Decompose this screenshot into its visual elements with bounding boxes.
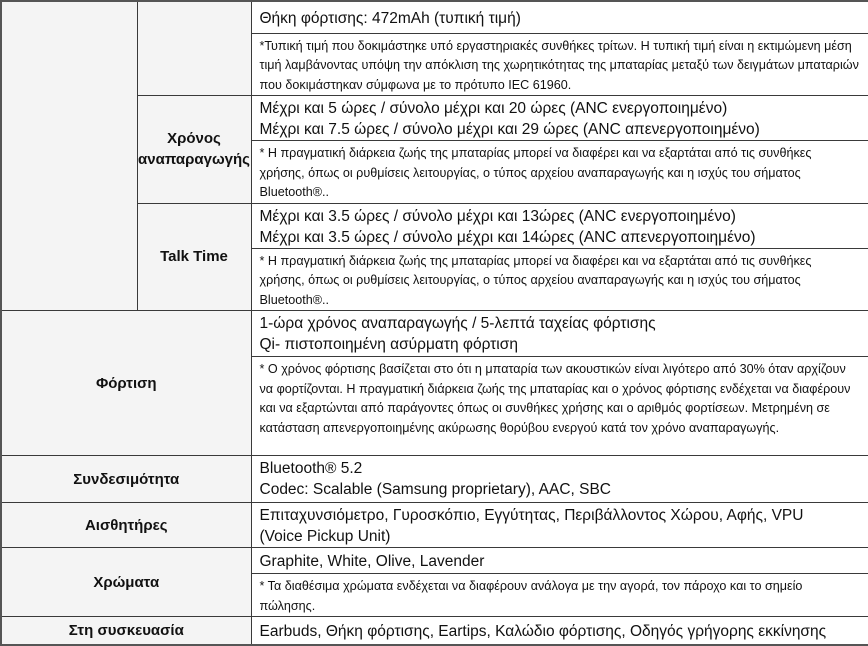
colors-label: Χρώματα bbox=[1, 548, 251, 617]
connectivity-values bbox=[251, 456, 868, 503]
talk-time-anc-on: Μέχρι και 3.5 ώρες / σύνολο μέχρι και 13ώρες (ANC ενεργοποιημένο) bbox=[259, 207, 736, 225]
talk-time-note: * Η πραγματική διάρκεια ζωής της μπαταρίας μπορεί να διαφέρει και να εξαρτάται από τις συνθήκες χρήσης, όπως οι ρυθμίσεις λειτουργίας, ο τύπος αρχείου αναπαραγωγής και η ισχύς του σήματος Bluetooth®.. bbox=[251, 248, 868, 311]
charging-fast: 1-ώρα χρόνος αναπαραγωγής / 5-λεπτά ταχείας φόρτισης bbox=[259, 315, 656, 332]
connectivity-label: Συνδεσιμότητα bbox=[1, 456, 251, 503]
in-box-value: Earbuds, Θήκη φόρτισης, Eartips, Καλώδιο φόρτισης, Οδηγός γρήγορης εκκίνησης bbox=[251, 617, 868, 645]
battery-sub-label-cell bbox=[137, 1, 251, 96]
sensors-list: Επιταχυνσιόμετρο, Γυροσκόπιο, Εγγύτητας, Περιβάλλοντος Χώρου, Αφής, VPU bbox=[259, 507, 804, 524]
playback-anc-off: Μέχρι και 7.5 ώρες / σύνολο μέχρι και 29 ώρες (ANC απενεργοποιημένο) bbox=[259, 121, 760, 138]
table-row bbox=[1, 503, 868, 548]
playback-note: * Η πραγματική διάρκεια ζωής της μπαταρίας μπορεί να διαφέρει και να εξαρτάται από τις συνθήκες χρήσης, όπως οι ρυθμίσεις λειτουργίας, ο τύπος αρχείου αναπαραγωγής και η ισχύς του σήματος Bluetooth®.. bbox=[251, 141, 868, 204]
connectivity-bluetooth: Bluetooth® 5.2 bbox=[259, 460, 363, 477]
table-row bbox=[1, 1, 868, 33]
table-row bbox=[1, 617, 868, 645]
connectivity-codec: Codec: Scalable (Samsung proprietary), AAC, SBC bbox=[259, 481, 611, 498]
playback-label: Χρόνος αναπαραγωγής bbox=[137, 96, 251, 204]
playback-anc-on: Μέχρι και 5 ώρες / σύνολο μέχρι και 20 ώρες (ANC ενεργοποιημένο) bbox=[259, 100, 728, 117]
sensors-values bbox=[251, 503, 868, 548]
talk-time-label: Talk Time bbox=[137, 203, 251, 311]
table-row bbox=[1, 456, 868, 503]
sensors-label: Αισθητήρες bbox=[1, 503, 251, 548]
playback-values bbox=[251, 96, 868, 141]
table-row bbox=[1, 548, 868, 574]
battery-group-label-cell bbox=[1, 1, 137, 311]
talk-time-values bbox=[251, 203, 868, 248]
colors-note: * Τα διαθέσιμα χρώματα ενδέχεται να διαφέρουν ανάλογα με την αγορά, τον πάροχο και το σημείο πώλησης. bbox=[251, 574, 868, 617]
battery-note: *Τυπική τιμή που δοκιμάστηκε υπό εργαστηριακές συνθήκες τρίτων. Η τυπική τιμή είναι η εκτιμώμενη μέση τιμή λαμβάνοντας υπόψη την απόκλιση της χωρητικότητας της μπαταρίας μεταξύ των δειγμάτων μπαταριών που δοκιμάστηκαν σύμφωνα με το πρότυπο IEC 61960. bbox=[251, 33, 868, 96]
talk-time-anc-off: Μέχρι και 3.5 ώρες / σύνολο μέχρι και 14ώρες (ANC απενεργοποιημένο) bbox=[259, 228, 756, 246]
colors-value: Graphite, White, Olive, Lavender bbox=[251, 548, 868, 574]
charging-label: Φόρτιση bbox=[1, 311, 251, 456]
in-box-label: Στη συσκευασία bbox=[1, 617, 251, 645]
battery-case-value: Θήκη φόρτισης: 472mAh (τυπική τιμή) bbox=[251, 1, 868, 33]
table-row bbox=[1, 311, 868, 357]
charging-note: * Ο χρόνος φόρτισης βασίζεται στο ότι η μπαταρία των ακουστικών είναι λιγότερο από 30% όταν αρχίζουν να φορτίζονται. Η πραγματική διάρκεια ζωής της μπαταρίας και ο χρόνος φόρτισης ενδέχεται να διαφέρουν και να εξαρτώνται από παράγοντες όπως οι συνθήκες χρήσης και ο αριθμός φορτίσεων. Μετρημένη σε κατάσταση απενεργοποιημένης ακύρωσης θορύβου ενεργού κατά τον χρόνο αναπαραγωγής. bbox=[251, 357, 868, 456]
sensors-vpu: (Voice Pickup Unit) bbox=[259, 528, 391, 545]
charging-wireless: Qi- πιστοποιημένη ασύρματη φόρτιση bbox=[259, 336, 518, 353]
charging-values bbox=[251, 311, 868, 357]
